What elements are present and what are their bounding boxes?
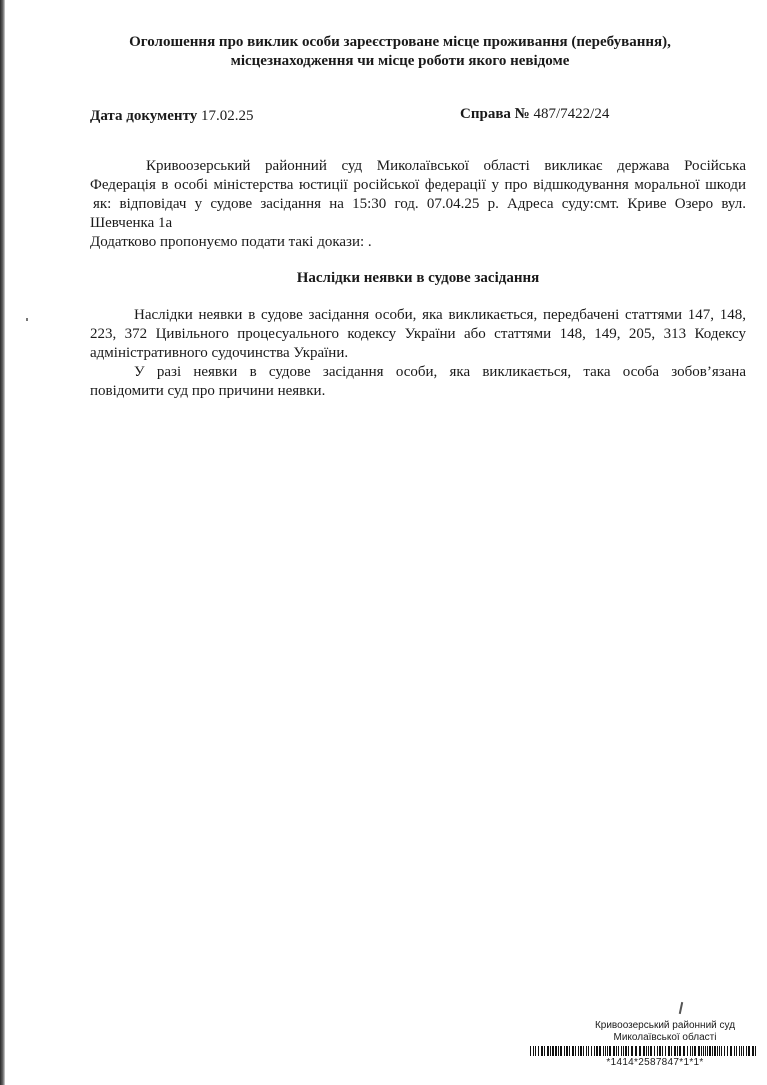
barcode-bar [572,1046,574,1056]
barcode-bar [535,1046,536,1056]
barcode-bar [717,1046,718,1056]
barcode-bar [707,1046,708,1056]
barcode-bar [712,1046,713,1056]
barcode-bar [635,1046,637,1056]
barcode-bar [566,1046,568,1056]
barcode-bar [734,1046,735,1056]
barcode-bar [541,1046,543,1056]
barcode-bar [603,1046,604,1056]
barcode-bar [580,1046,582,1056]
barcode-bar [564,1046,565,1056]
barcode-bar [709,1046,711,1056]
barcode-bar [683,1046,685,1056]
summons-line: Кривоозерський районний суд Миколаївської області викликає держава Російська [146,158,746,174]
consequences-line: У разі неявки в судове засідання особи, яка викликається, така особа зобов’язана [134,364,746,380]
barcode-bar [594,1046,595,1056]
consequences-paragraph [90,306,746,401]
barcode-bar [628,1046,629,1056]
barcode-bar [724,1046,725,1056]
pen-mark [679,1002,683,1014]
barcode-bar [730,1046,732,1056]
barcode-bar [659,1046,661,1056]
document-date [90,108,254,125]
summons-paragraph [90,157,746,252]
barcode-bar [555,1046,557,1056]
barcode-bar [739,1046,740,1056]
barcode-bar [674,1046,676,1056]
barcode-bar [550,1046,551,1056]
barcode-bar [625,1046,627,1056]
barcode-bar [755,1046,756,1056]
consequences-line: Наслідки неявки в судове засідання особи, яка викликається, передбачені статтями 147, 148, [134,307,746,323]
barcode-bar [694,1046,696,1056]
court-stamp [530,1020,760,1069]
barcode-bar [701,1046,702,1056]
barcode-bar [687,1046,688,1056]
barcode-bar [679,1046,681,1056]
barcode-bar [698,1046,700,1056]
barcode-bar [746,1046,747,1056]
barcode-bar [736,1046,737,1056]
summons-line: як: відповідач у судове засідання на 15:30 год. 07.04.25 р. Адреса суду:смт. Криве Озеро вул. [93,196,746,212]
barcode-bar [752,1046,754,1056]
document-title [90,33,710,71]
barcode-bar [703,1046,704,1056]
barcode-bar [623,1046,624,1056]
barcode-bar [583,1046,584,1056]
barcode-bar [662,1046,663,1056]
barcode-bar [607,1046,608,1056]
barcode-bar [618,1046,619,1056]
title-line-1: Оголошення про виклик особи зареєстроване місце проживання (перебування), [129,34,671,50]
barcode-bar [547,1046,549,1056]
barcode-bar [530,1046,531,1056]
barcode-bar [605,1046,606,1056]
barcode-bar [575,1046,576,1056]
barcode-bar [569,1046,570,1056]
barcode-bar [650,1046,652,1056]
barcode-bar [578,1046,579,1056]
barcode-bar [609,1046,611,1056]
case-label: Справа № [460,106,530,122]
consequences-line: адміністративного судочинства України. [90,345,349,361]
case-number [460,106,609,123]
case-value: 487/7422/24 [533,106,610,122]
barcode-bar [668,1046,670,1056]
title-line-2: місцезнаходження чи місце роботи якого невідоме [230,53,570,69]
barcode-bar [596,1046,598,1056]
section-heading: Наслідки неявки в судове засідання [296,270,540,286]
barcode-bar [643,1046,645,1056]
barcode-bar [727,1046,728,1056]
barcode-bar [599,1046,601,1056]
barcode-bar [591,1046,592,1056]
date-label: Дата документу [90,108,198,124]
barcode-bar [654,1046,655,1056]
barcode-bar [646,1046,647,1056]
barcode-bar [741,1046,742,1056]
stamp-court-name: Кривоозерський районний суд [594,1020,736,1031]
summons-line: Федерація в особі міністерства юстиції російської федерації у про відшкодування моральної шкоди [90,177,746,193]
barcode-bar [657,1046,658,1056]
barcode-bar [631,1046,633,1056]
barcode-bar [748,1046,750,1056]
barcode-bar [613,1046,615,1056]
barcode-bar [639,1046,641,1056]
barcode-bar [588,1046,589,1056]
barcode-bar [665,1046,666,1056]
barcode [530,1046,760,1056]
evidence-line: Додатково пропонуємо подати такі докази: . [90,234,372,250]
barcode-bar [692,1046,693,1056]
barcode-bar [544,1046,545,1056]
barcode-bar [690,1046,691,1056]
barcode-bar [538,1046,539,1056]
stamp-region: Миколаївської області [613,1032,717,1043]
barcode-bar [719,1046,720,1056]
barcode-bar [558,1046,559,1056]
barcode-bar [552,1046,554,1056]
barcode-bar [677,1046,678,1056]
barcode-bar [671,1046,672,1056]
date-value: 17.02.25 [201,108,254,124]
barcode-bar [533,1046,534,1056]
consequences-line: 223, 372 Цивільного процесуального кодексу України або статтями 148, 149, 205, 313 Кодексу [90,326,746,342]
barcode-bar [648,1046,649,1056]
barcode-bar [743,1046,744,1056]
scan-speck [26,318,28,321]
barcode-bar [586,1046,587,1056]
scan-edge-shadow [0,0,5,1085]
barcode-bar [721,1046,722,1056]
consequences-line: повідомити суд про причини неявки. [90,383,326,399]
barcode-bar [621,1046,622,1056]
barcode-bar [560,1046,562,1056]
summons-line: Шевченка 1а [90,215,173,231]
barcode-bar [705,1046,706,1056]
barcode-bar [616,1046,617,1056]
stamp-code: *1414*2587847*1*1* [606,1057,704,1068]
barcode-bar [714,1046,716,1056]
